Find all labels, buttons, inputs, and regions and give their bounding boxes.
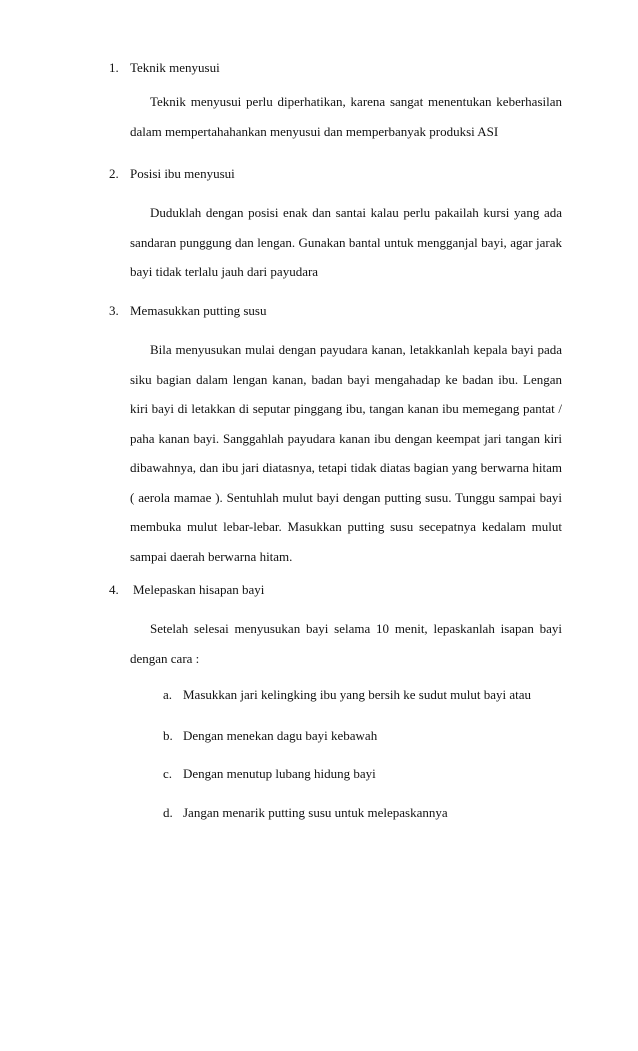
section-4-heading [109,582,264,598]
section-2-paragraph: Duduklah dengan posisi enak dan santai kalau perlu pakailah kursi yang ada sandaran punggung dan lengan. Gunakan bantal untuk mengganjal bayi, agar jarak bayi tidak terlalu jauh dari payudara [130,205,562,279]
section-number: 1. [109,60,119,75]
list-item [163,805,448,821]
list-item-letter: a. [163,687,173,702]
section-1-heading [109,60,220,76]
list-item-text: Masukkan jari kelingking ibu yang bersih ke sudut mulut bayi atau [183,687,532,702]
section-3-heading [109,303,267,319]
section-1-paragraph: Teknik menyusui perlu diperhatikan, karena sangat menentukan keberhasilan dalam mempertahahankan menyusui dan memperbanyak produksi ASI [130,94,562,139]
list-item [163,728,377,744]
list-item [163,766,376,782]
list-item [163,687,531,703]
list-item-text: Dengan menutup lubang hidung bayi [183,766,376,781]
list-item-letter: d. [163,805,173,820]
list-item-text: Dengan menekan dagu bayi kebawah [183,728,378,743]
section-4-paragraph: Setelah selesai menyusukan bayi selama 10 menit, lepaskanlah isapan bayi dengan cara : [130,621,562,666]
section-number: 4. [109,582,119,597]
section-title: Posisi ibu menyusui [130,166,235,181]
section-title: Melepaskan hisapan bayi [133,582,265,597]
section-title: Memasukkan putting susu [130,303,267,318]
list-item-letter: b. [163,728,173,743]
list-item-text: Jangan menarik putting susu untuk melepaskannya [183,805,448,820]
section-number: 3. [109,303,119,318]
list-item-letter: c. [163,766,173,781]
section-2-heading [109,166,235,182]
section-title: Teknik menyusui [130,60,220,75]
section-3-paragraph: Bila menyusukan mulai dengan payudara kanan, letakkanlah kepala bayi pada siku bagian dalam lengan kanan, badan bayi mengahadap ke badan ibu. Lengan kiri bayi di letakkan di seputar pinggang ibu, tangan kanan ibu memegang pantat / paha kanan bayi. Sanggahlah payudara kanan ibu dengan keempat jari tangan kiri dibawahnya, dan ibu jari diatasnya, tetapi tidak diatas bagian yang berwarna hitam ( aerola mamae ). Sentuhlah mulut bayi dengan putting susu. Tunggu sampai bayi membuka mulut lebar-lebar. Masukkan putting susu secepatnya kedalam mulut sampai daerah berwarna hitam. [130,342,562,564]
section-number: 2. [109,166,119,181]
